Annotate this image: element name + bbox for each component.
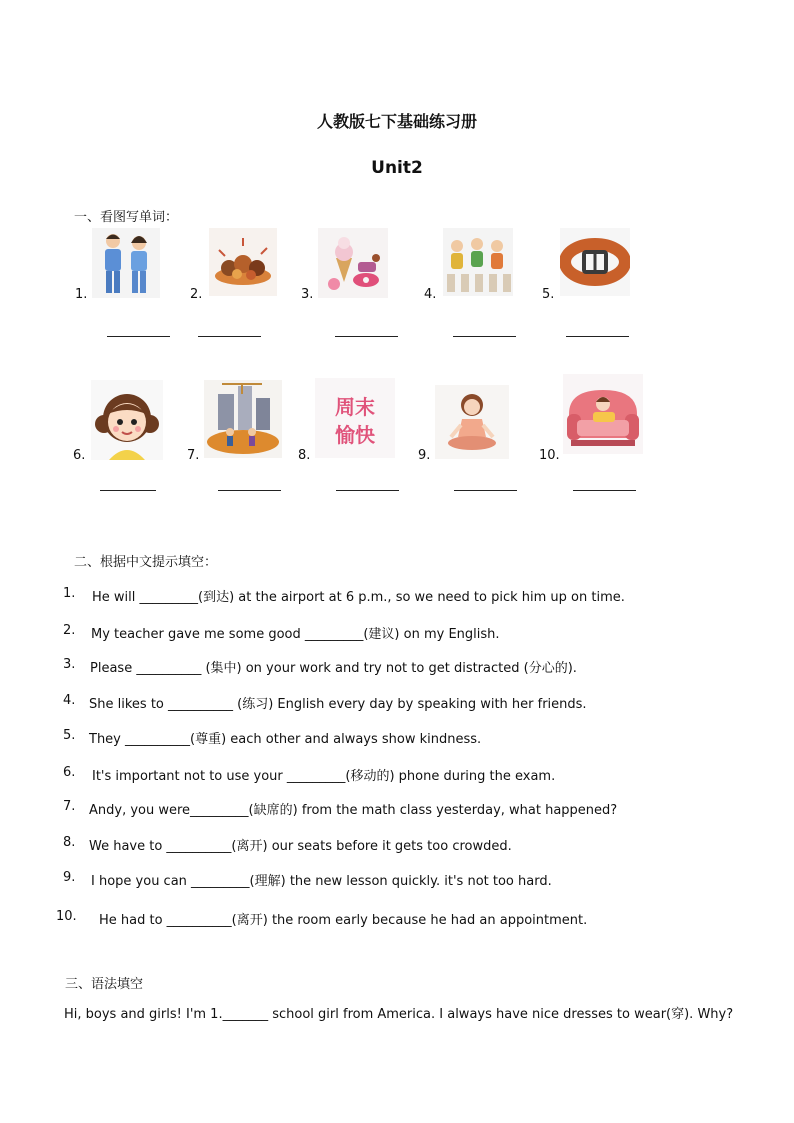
- question-text: Please __________ (集中) on your work and try not to get distracted (分心的).: [90, 661, 577, 676]
- item-number: 7.: [187, 448, 200, 463]
- question-text: She likes to __________ (练习) English every day by speaking with her friends.: [89, 697, 587, 712]
- page-title: 人教版七下基础练习册: [316, 112, 477, 131]
- answer-blank[interactable]: [453, 336, 516, 337]
- answer-blank[interactable]: [107, 336, 170, 337]
- city-workers-icon: [204, 380, 282, 458]
- girl-face-icon: [91, 380, 163, 460]
- question-number: 8.: [63, 835, 76, 850]
- desserts-icon: [318, 228, 388, 298]
- question-text: They __________(尊重) each other and always show kindness.: [89, 732, 482, 747]
- question-text: My teacher gave me some good _________(建议) on my English.: [91, 627, 500, 642]
- item-number: 6.: [73, 448, 86, 463]
- answer-blank[interactable]: [218, 490, 281, 491]
- weekend-text-icon: [315, 378, 395, 458]
- question-number: 1.: [63, 586, 76, 601]
- item-number: 8.: [298, 448, 311, 463]
- answer-blank[interactable]: [100, 490, 156, 491]
- cloze-paragraph: Hi, boys and girls! I'm 1._______ school girl from America. I always have nice dresses to wear(穿). Why?: [64, 1007, 734, 1022]
- question-number: 6.: [63, 765, 76, 780]
- section2-heading: 二、根据中文提示填空：: [74, 555, 218, 570]
- question-number: 10.: [56, 909, 77, 924]
- crossing-kids-icon: [443, 228, 513, 296]
- question-text: We have to __________(离开) our seats before it gets too crowded.: [89, 839, 512, 854]
- answer-blank[interactable]: [566, 336, 629, 337]
- question-text: It's important not to use your _________(移动的) phone during the exam.: [92, 769, 556, 784]
- item-number: 10.: [539, 448, 560, 463]
- answer-blank[interactable]: [335, 336, 398, 337]
- question-text: He will _________(到达) at the airport at 6 p.m., so we need to pick him up on time.: [92, 590, 625, 605]
- item-number: 3.: [301, 287, 314, 302]
- question-number: 2.: [63, 623, 76, 638]
- section3-heading: 三、语法填空: [65, 977, 144, 992]
- question-number: 9.: [63, 870, 76, 885]
- item-number: 4.: [424, 287, 437, 302]
- meditating-woman-icon: [435, 385, 509, 459]
- answer-blank[interactable]: [454, 490, 517, 491]
- answer-blank[interactable]: [198, 336, 261, 337]
- item-number: 1.: [75, 287, 88, 302]
- item-number: 2.: [190, 287, 203, 302]
- weekend-text-top: 周末: [335, 395, 375, 419]
- answer-blank[interactable]: [336, 490, 399, 491]
- question-text: Andy, you were_________(缺席的) from the math class yesterday, what happened?: [89, 803, 618, 818]
- item-number: 5.: [542, 287, 555, 302]
- food-pile-icon: [209, 228, 277, 296]
- girl-on-sofa-icon: [563, 374, 643, 454]
- unit-title: Unit2: [371, 158, 423, 178]
- question-number: 3.: [63, 657, 76, 672]
- item-number: 9.: [418, 448, 431, 463]
- question-number: 7.: [63, 799, 76, 814]
- question-number: 5.: [63, 728, 76, 743]
- section1-heading: 一、看图写单词：: [74, 210, 179, 225]
- belt-icon: [560, 228, 630, 296]
- weekend-text-bottom: 愉快: [335, 423, 375, 447]
- question-text: I hope you can _________(理解) the new lesson quickly. it's not too hard.: [91, 874, 552, 889]
- answer-blank[interactable]: [573, 490, 636, 491]
- question-number: 4.: [63, 693, 76, 708]
- students-pair-icon: [92, 228, 160, 298]
- question-text: He had to __________(离开) the room early because he had an appointment.: [99, 913, 588, 928]
